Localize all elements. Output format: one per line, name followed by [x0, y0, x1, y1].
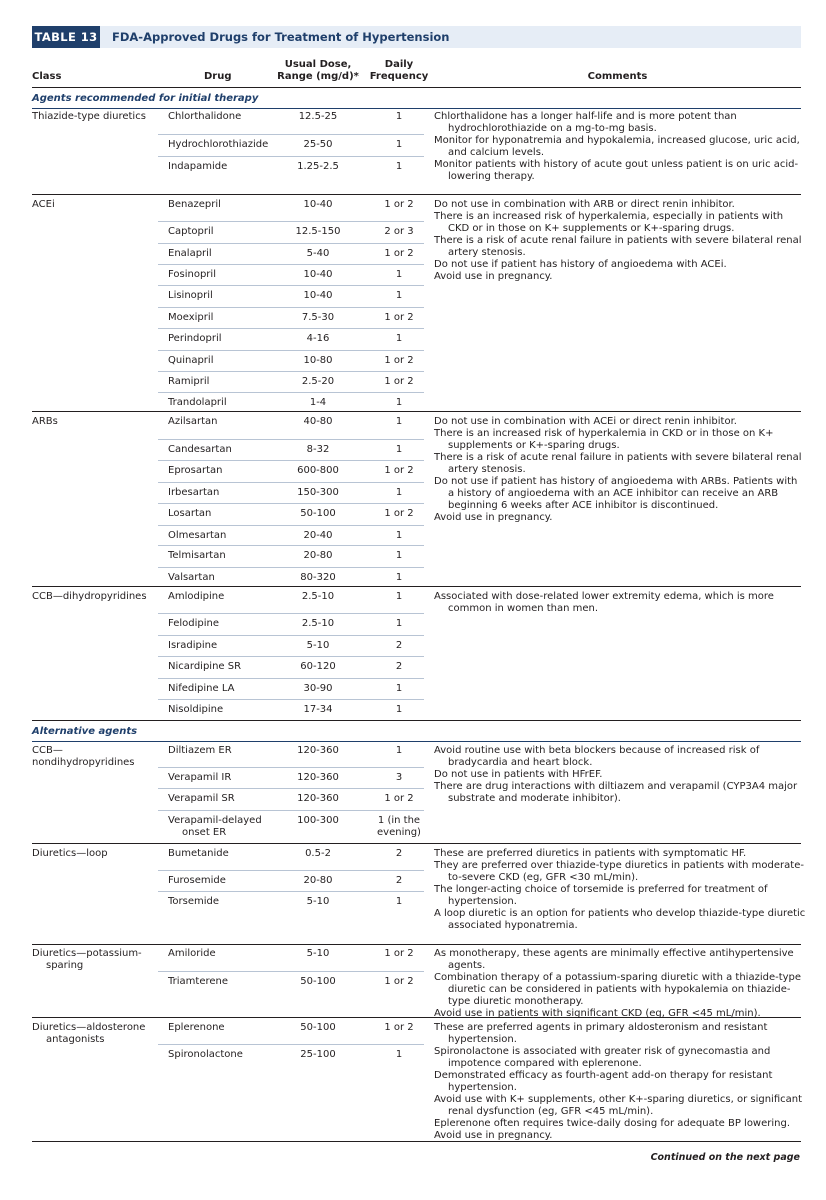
comment-item: There is a risk of acute renal failure in patients with severe bilateral renal artery stenosis. — [434, 452, 802, 475]
class-cell — [32, 948, 160, 972]
drug-row-divider — [158, 221, 424, 222]
drug-dose: 20-80 — [303, 875, 333, 886]
drug-name-line: Torsemide — [168, 896, 220, 907]
drug-frequency-line: 1 — [395, 1049, 403, 1060]
comment-item: Combination therapy of a potassium-sparing diuretic with a thiazide-type diuretic can be considered in patients with hypokalemia on thiazide-type diuretic monotherapy. — [434, 972, 802, 1007]
drug-frequency — [368, 591, 430, 603]
drug-dose: 5-10 — [306, 640, 330, 651]
drug-name-line: Quinapril — [168, 355, 214, 366]
comment-item: Do not use if patient has history of angioedema with ACEi. — [434, 259, 727, 270]
drug-row-divider — [158, 460, 424, 461]
drug-row-divider — [158, 264, 424, 265]
drug-frequency-line: 1 or 2 — [384, 976, 414, 987]
drug-frequency-line: 1 — [395, 111, 403, 122]
drug-frequency-line: 1 — [395, 487, 403, 498]
drug-frequency-line: 1 — [395, 572, 403, 583]
drug-frequency-line: 2 — [395, 848, 403, 859]
drug-frequency — [368, 199, 430, 211]
header-dose — [268, 59, 368, 83]
table-title: FDA-Approved Drugs for Treatment of Hypertension — [112, 30, 450, 44]
drug-dose: 2.5-20 — [301, 376, 335, 387]
drug-frequency-line: 1 — [395, 896, 403, 907]
comment-item: Eplerenone often requires twice-daily dosing for adequate BP lowering. — [434, 1118, 791, 1129]
drug-frequency — [368, 111, 430, 123]
drug-dose: 600-800 — [297, 465, 339, 476]
drug-frequency — [368, 444, 430, 456]
drug-name-line: Eplerenone — [168, 1022, 225, 1033]
comments-cell — [434, 1022, 806, 1142]
drug-name-line: Indapamide — [168, 161, 228, 172]
drug-name-line: Eprosartan — [168, 465, 223, 476]
drug-frequency — [368, 508, 430, 520]
drug-row-divider — [158, 699, 424, 700]
drug-name-line: Irbesartan — [168, 487, 220, 498]
drug-frequency — [368, 530, 430, 542]
class-label-continued: sparing — [46, 960, 84, 971]
group-divider — [32, 194, 801, 195]
drug-frequency — [368, 416, 430, 428]
drug-name-line: Verapamil-delayed — [168, 815, 262, 826]
comment-item: Do not use in combination with ACEi or direct renin inhibitor. — [434, 416, 737, 427]
comment-item: Avoid use with K+ supplements, other K+-sparing diuretics, or significant renal dysfunction (eg, GFR <45 mL/min). — [434, 1094, 802, 1117]
drug-row-divider — [158, 971, 424, 972]
comment-item: Do not use in patients with HFrEF. — [434, 769, 603, 780]
drug-frequency-line: 1 — [395, 161, 403, 172]
comment-item: There is an increased risk of hyperkalemia, especially in patients with CKD or in those on K+ supplements or K+-sparing drugs. — [434, 211, 784, 234]
section-rule — [32, 108, 801, 109]
drug-name-line: Azilsartan — [168, 416, 218, 427]
drug-name-line: Verapamil IR — [168, 772, 232, 783]
comments-cell — [434, 199, 806, 283]
drug-row-divider — [158, 545, 424, 546]
drug-name-line: Triamterene — [168, 976, 229, 987]
drug-frequency — [368, 161, 430, 173]
class-label: Diuretics—potassium- — [32, 948, 142, 959]
comment-item: Avoid use in patients with significant CKD (eg, GFR <45 mL/min). — [434, 1008, 761, 1019]
comments-cell — [434, 745, 806, 805]
drug-frequency-line: 1 — [395, 618, 403, 629]
drug-row-divider — [158, 307, 424, 308]
comment-item: There is a risk of acute renal failure in patients with severe bilateral renal artery stenosis. — [434, 235, 802, 258]
drug-row-divider — [158, 656, 424, 657]
drug-frequency — [368, 875, 430, 887]
drug-row-divider — [158, 371, 424, 372]
drug-frequency-line: 1 — [395, 704, 403, 715]
class-label: CCB—nondihydropyridines — [32, 745, 135, 768]
drug-row-divider — [158, 567, 424, 568]
drug-row-divider — [158, 350, 424, 351]
drug-name-line: Amiloride — [168, 948, 216, 959]
drug-dose: 150-300 — [297, 487, 339, 498]
drug-frequency-line: 1 or 2 — [384, 355, 414, 366]
drug-dose: 50-100 — [300, 508, 336, 519]
group-divider — [32, 720, 801, 721]
drug-dose: 1-4 — [309, 397, 327, 408]
drug-frequency — [368, 465, 430, 477]
drug-frequency — [368, 269, 430, 281]
drug-dose: 25-100 — [300, 1049, 336, 1060]
drug-frequency-line: 2 — [395, 661, 403, 672]
class-cell — [32, 1022, 160, 1046]
comment-item: Chlorthalidone has a longer half-life and is more potent than hydrochlorothiazide on a mg-to-mg basis. — [434, 111, 737, 134]
drug-dose: 12.5-25 — [298, 111, 338, 122]
drug-dose: 4-16 — [306, 333, 330, 344]
drug-frequency — [368, 683, 430, 695]
drug-dose: 1.25-2.5 — [297, 161, 339, 172]
drug-dose: 120-360 — [297, 745, 339, 756]
group-divider — [32, 411, 801, 412]
drug-dose: 10-40 — [303, 199, 333, 210]
drug-name-line: Moexipril — [168, 312, 214, 323]
class-label: CCB—dihydropyridines — [32, 591, 147, 602]
drug-dose: 20-80 — [303, 550, 333, 561]
drug-name-line: Benazepril — [168, 199, 221, 210]
drug-frequency-line: 1 — [395, 333, 403, 344]
drug-frequency-line: 2 — [395, 875, 403, 886]
comment-item: Monitor for hyponatremia and hypokalemia, increased glucose, uric acid, and calcium levels. — [434, 135, 800, 158]
drug-dose: 25-50 — [303, 139, 333, 150]
drug-frequency — [368, 376, 430, 388]
comments-cell — [434, 848, 806, 932]
group-divider — [32, 944, 801, 945]
drug-frequency — [368, 772, 430, 784]
drug-frequency — [368, 661, 430, 673]
drug-frequency — [368, 487, 430, 499]
header-rule — [32, 87, 801, 88]
drug-dose: 5-10 — [306, 896, 330, 907]
drug-name-line: Bumetanide — [168, 848, 229, 859]
comment-item: Demonstrated efficacy as fourth-agent add-on therapy for resistant hypertension. — [434, 1070, 773, 1093]
drug-frequency-line: 1 — [395, 397, 403, 408]
drug-frequency-line: 2 — [395, 640, 403, 651]
drug-name-line: Enalapril — [168, 248, 212, 259]
drug-row-divider — [158, 285, 424, 286]
drug-dose: 30-90 — [303, 683, 333, 694]
comment-item: Avoid use in pregnancy. — [434, 1130, 553, 1141]
drug-name-line: Chlorthalidone — [168, 111, 242, 122]
comment-item: These are preferred diuretics in patients with symptomatic HF. — [434, 848, 747, 859]
drug-frequency — [368, 1049, 430, 1061]
drug-frequency-line: 1 or 2 — [384, 508, 414, 519]
drug-row-divider — [158, 156, 424, 157]
drug-name-line: Losartan — [168, 508, 212, 519]
drug-frequency — [368, 248, 430, 260]
drug-frequency — [368, 848, 430, 860]
drug-frequency-line: 1 or 2 — [384, 248, 414, 259]
drug-frequency — [368, 640, 430, 652]
comment-item: Do not use in combination with ARB or direct renin inhibitor. — [434, 199, 735, 210]
drug-frequency-line: 1 — [395, 269, 403, 280]
drug-dose: 20-40 — [303, 530, 333, 541]
drug-row-divider — [158, 392, 424, 393]
section-alternative-agents: Alternative agents — [32, 726, 138, 737]
drug-row-divider — [158, 788, 424, 789]
drug-name-line: Nicardipine SR — [168, 661, 242, 672]
drug-frequency — [368, 333, 430, 345]
drug-name-line: Spironolactone — [168, 1049, 243, 1060]
drug-frequency — [368, 745, 430, 757]
drug-frequency-line: 1 (in the — [377, 815, 421, 826]
class-cell — [32, 199, 160, 211]
comment-item: Do not use if patient has history of angioedema with ARBs. Patients with a history of angioedema with an ACE inhibitor can receive an ARB beginning 6 weeks after ACE inhibitor is discontinued. — [434, 476, 798, 511]
drug-name-line: Olmesartan — [168, 530, 227, 541]
drug-name-line: Lisinopril — [168, 290, 213, 301]
drug-name-line: Diltiazem ER — [168, 745, 232, 756]
comment-item: Spironolactone is associated with greater risk of gynecomastia and impotence compared with eplerenone. — [434, 1046, 771, 1069]
drug-row-divider — [158, 439, 424, 440]
drug-row-divider — [158, 810, 424, 811]
drug-dose: 0.5-2 — [305, 848, 331, 859]
class-label: Diuretics—aldosterone — [32, 1022, 146, 1033]
drug-dose: 80-320 — [300, 572, 336, 583]
drug-row-divider — [158, 891, 424, 892]
drug-dose: 50-100 — [300, 976, 336, 987]
class-cell — [32, 848, 160, 860]
comment-item: Associated with dose-related lower extremity edema, which is more common in women than men. — [434, 591, 774, 614]
drug-frequency-line: 1 or 2 — [384, 376, 414, 387]
drug-name-line: Nisoldipine — [168, 704, 224, 715]
drug-dose: 12.5-150 — [295, 226, 341, 237]
header-frequency-line2: Frequency — [369, 71, 429, 82]
drug-frequency — [368, 550, 430, 562]
drug-frequency-line: 1 — [395, 416, 403, 427]
drug-frequency-line: 1 — [395, 683, 403, 694]
drug-name-line: Isradipine — [168, 640, 218, 651]
drug-row-divider — [158, 503, 424, 504]
class-label: ACEi — [32, 199, 55, 210]
drug-frequency-line: 1 — [395, 745, 403, 756]
drug-name-continued: onset ER — [182, 827, 227, 838]
drug-row-divider — [158, 613, 424, 614]
drug-dose: 60-120 — [300, 661, 336, 672]
drug-row-divider — [158, 243, 424, 244]
group-divider — [32, 586, 801, 587]
header-comments: Comments — [587, 71, 648, 82]
drug-frequency-line: 1 — [395, 139, 403, 150]
drug-row-divider — [158, 482, 424, 483]
drug-frequency-line: 1 or 2 — [384, 465, 414, 476]
class-cell — [32, 416, 160, 428]
drug-dose: 8-32 — [306, 444, 330, 455]
drug-dose: 40-80 — [303, 416, 333, 427]
group-divider — [32, 843, 801, 844]
drug-name-line: Candesartan — [168, 444, 232, 455]
drug-frequency — [368, 290, 430, 302]
drug-dose: 120-360 — [297, 793, 339, 804]
class-label-continued: antagonists — [46, 1034, 105, 1045]
comments-cell — [434, 416, 806, 524]
drug-frequency-line: 1 — [395, 530, 403, 541]
table-title-bar — [32, 26, 801, 48]
header-dose-line2: Range (mg/d)* — [277, 71, 359, 82]
drug-frequency-line: 1 or 2 — [384, 1022, 414, 1033]
drug-frequency-continued: evening) — [377, 827, 421, 838]
drug-dose: 10-40 — [303, 269, 333, 280]
drug-frequency — [368, 355, 430, 367]
drug-row-divider — [158, 134, 424, 135]
table-number-tag: TABLE 13 — [32, 26, 100, 48]
drug-frequency-line: 1 or 2 — [384, 312, 414, 323]
comment-item: They are preferred over thiazide-type diuretics in patients with moderate-to-severe CKD (eg, GFR <30 mL/min). — [434, 860, 804, 883]
drug-row-divider — [158, 635, 424, 636]
drug-name-line: Amlodipine — [168, 591, 225, 602]
drug-frequency — [368, 572, 430, 584]
drug-frequency-line: 2 or 3 — [384, 226, 414, 237]
comment-item: There is an increased risk of hyperkalemia in CKD or in those on K+ supplements or K+-sparing drugs. — [434, 428, 774, 451]
drug-dose: 5-40 — [306, 248, 330, 259]
drug-row-divider — [158, 870, 424, 871]
comment-item: These are preferred agents in primary aldosteronism and resistant hypertension. — [434, 1022, 768, 1045]
drug-frequency — [368, 312, 430, 324]
drug-frequency-line: 3 — [395, 772, 403, 783]
comment-item: Avoid use in pregnancy. — [434, 512, 553, 523]
comment-item: There are drug interactions with diltiazem and verapamil (CYP3A4 major substrate and moderate inhibitor). — [434, 781, 798, 804]
comment-item: Avoid use in pregnancy. — [434, 271, 553, 282]
section-rule — [32, 741, 801, 742]
header-drug: Drug — [204, 71, 232, 82]
drug-dose: 100-300 — [297, 815, 339, 826]
drug-frequency — [368, 1022, 430, 1034]
drug-dose: 2.5-10 — [301, 591, 335, 602]
drug-row-divider — [158, 767, 424, 768]
drug-row-divider — [158, 678, 424, 679]
drug-name-line: Ramipril — [168, 376, 210, 387]
group-divider — [32, 1141, 801, 1142]
drug-name-line: Trandolapril — [168, 397, 227, 408]
section-initial-therapy: Agents recommended for initial therapy — [32, 93, 259, 104]
drug-name-line: Perindopril — [168, 333, 222, 344]
drug-frequency-line: 1 or 2 — [384, 793, 414, 804]
drug-frequency-line: 1 — [395, 591, 403, 602]
header-class: Class — [32, 71, 62, 82]
drug-name-line: Nifedipine LA — [168, 683, 235, 694]
drug-frequency — [368, 139, 430, 151]
drug-frequency-line: 1 — [395, 290, 403, 301]
comments-cell — [434, 591, 806, 615]
drug-row-divider — [158, 1044, 424, 1045]
drug-row-divider — [158, 328, 424, 329]
drug-dose: 17-34 — [303, 704, 333, 715]
drug-name-line: Furosemide — [168, 875, 226, 886]
comment-item: As monotherapy, these agents are minimally effective antihypertensive agents. — [434, 948, 794, 971]
drug-name-line: Captopril — [168, 226, 214, 237]
drug-frequency-line: 1 — [395, 550, 403, 561]
class-cell — [32, 745, 160, 769]
drug-frequency — [368, 896, 430, 908]
drug-dose: 5-10 — [306, 948, 330, 959]
drug-name-line: Valsartan — [168, 572, 215, 583]
drug-name-line: Telmisartan — [168, 550, 226, 561]
drug-frequency — [368, 618, 430, 630]
class-cell — [32, 111, 160, 123]
drug-name-line: Hydrochlorothiazide — [168, 139, 269, 150]
drug-frequency — [368, 815, 430, 839]
drug-frequency-line: 1 or 2 — [384, 948, 414, 959]
comment-item: The longer-acting choice of torsemide is preferred for treatment of hypertension. — [434, 884, 768, 907]
comment-item: Monitor patients with history of acute gout unless patient is on uric acid-lowering therapy. — [434, 159, 799, 182]
drug-name-line: Fosinopril — [168, 269, 216, 280]
drug-name-line: Verapamil SR — [168, 793, 235, 804]
comment-item: Avoid routine use with beta blockers because of increased risk of bradycardia and heart block. — [434, 745, 760, 768]
header-frequency — [368, 59, 430, 83]
drug-row-divider — [158, 525, 424, 526]
comments-cell — [434, 948, 806, 1020]
drug-dose: 50-100 — [300, 1022, 336, 1033]
drug-name-line: Felodipine — [168, 618, 219, 629]
drug-dose: 10-40 — [303, 290, 333, 301]
drug-frequency — [368, 976, 430, 988]
class-cell — [32, 591, 160, 603]
drug-frequency — [368, 226, 430, 238]
comments-cell — [434, 111, 806, 183]
drug-frequency — [368, 793, 430, 805]
class-label: Thiazide-type diuretics — [32, 111, 146, 122]
class-label: ARBs — [32, 416, 58, 427]
drug-dose: 7.5-30 — [301, 312, 335, 323]
header-frequency-line1: Daily — [384, 59, 414, 70]
group-divider — [32, 1017, 801, 1018]
drug-frequency — [368, 948, 430, 960]
comment-item: A loop diuretic is an option for patients who develop thiazide-type diuretic associated hyponatremia. — [434, 908, 806, 931]
drug-frequency-line: 1 — [395, 444, 403, 455]
drug-dose: 2.5-10 — [301, 618, 335, 629]
drug-dose: 10-80 — [303, 355, 333, 366]
drug-dose: 120-360 — [297, 772, 339, 783]
drug-frequency — [368, 704, 430, 716]
drug-frequency-line: 1 or 2 — [384, 199, 414, 210]
continued-note: Continued on the next page — [650, 1152, 800, 1163]
header-dose-line1: Usual Dose, — [284, 59, 352, 70]
drug-frequency — [368, 397, 430, 409]
class-label: Diuretics—loop — [32, 848, 108, 859]
